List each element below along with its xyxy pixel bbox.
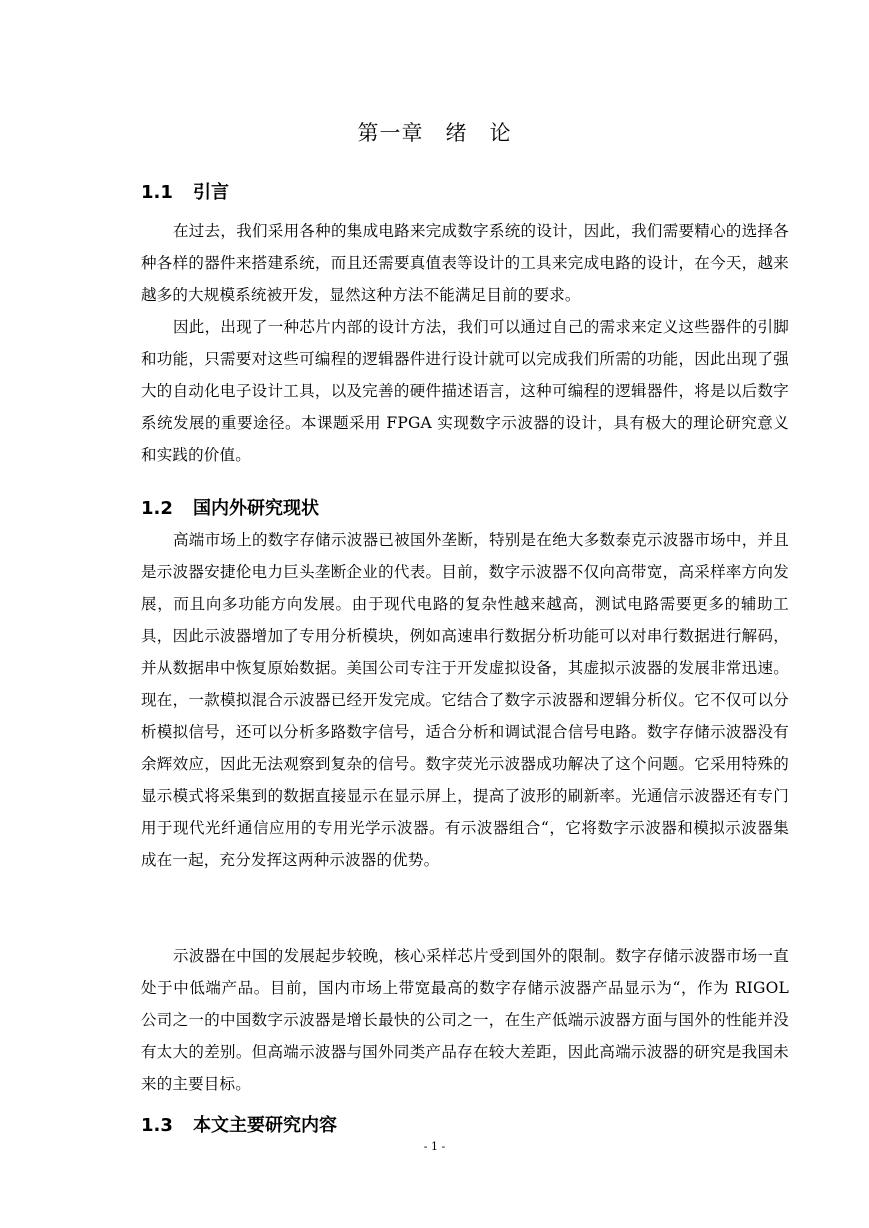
section-number: 1.2	[141, 498, 173, 519]
section-title: 本文主要研究内容	[193, 1115, 337, 1136]
chapter-title: 第一章 绪 论	[357, 121, 512, 145]
section-heading-1-3	[141, 1111, 337, 1137]
paragraph: 在过去，我们采用各种的集成电路来完成数字系统的设计，因此，我们需要精心的选择各种各样的器件来搭建系统，而且还需要真值表等设计的工具来完成电路的设计，在今天，越来越多的大规模系统被开发，显然这种方法不能满足目前的要求。	[141, 222, 789, 304]
section-heading-1-2	[141, 494, 319, 520]
paragraph: 因此，出现了一种芯片内部的设计方法，我们可以通过自己的需求来定义这些器件的引脚和功能，只需要对这些可编程的逻辑器件进行设计就可以完成我们所需的功能，因此出现了强大的自动化电子设计工具，以及完善的硬件描述语言，这种可编程的逻辑器件，将是以后数字系统发展的重要途径。本课题采用 FPGA 实现数字示波器的设计，具有极大的理论研究意义和实践的价值。	[141, 318, 789, 464]
page-number: - 1 -	[423, 1140, 446, 1153]
section-title: 国内外研究现状	[193, 498, 319, 519]
section-number: 1.1	[141, 182, 173, 203]
section-title: 引言	[193, 182, 229, 203]
section-number: 1.3	[141, 1115, 173, 1136]
section-heading-1-1	[141, 178, 229, 204]
paragraph: 示波器在中国的发展起步较晚，核心采样芯片受到国外的限制。数字存储示波器市场一直处于中低端产品。目前，国内市场上带宽最高的数字存储示波器产品显示为“，作为 RIGOL 公司之一的中国数字示波器是增长最快的公司之一，在生产低端示波器方面与国外的性能并没有太大的差别。但高端示波器与国外同类产品存在较大差距，因此高端示波器的研究是我国未来的主要目标。	[141, 947, 789, 1093]
paragraph: 高端市场上的数字存储示波器已被国外垄断，特别是在绝大多数泰克示波器市场中，并且是示波器安捷伦电力巨头垄断企业的代表。目前，数字示波器不仅向高带宽，高采样率方向发展，而且向多功能方向发展。由于现代电路的复杂性越来越高，测试电路需要更多的辅助工具，因此示波器增加了专用分析模块，例如高速串行数据分析功能可以对串行数据进行解码，并从数据串中恢复原始数据。美国公司专注于开发虚拟设备，其虚拟示波器的发展非常迅速。现在，一款模拟混合示波器已经开发完成。它结合了数字示波器和逻辑分析仪。它不仅可以分析模拟信号，还可以分析多路数字信号，适合分析和调试混合信号电路。数字存储示波器没有余辉效应，因此无法观察到复杂的信号。数字荧光示波器成功解决了这个问题。它采用特殊的显示模式将采集到的数据直接显示在显示屏上，提高了波形的刷新率。光通信示波器还有专门用于现代光纤通信应用的专用光学示波器。有示波器组合“，它将数字示波器和模拟示波器集成在一起，充分发挥这两种示波器的优势。	[141, 531, 789, 869]
